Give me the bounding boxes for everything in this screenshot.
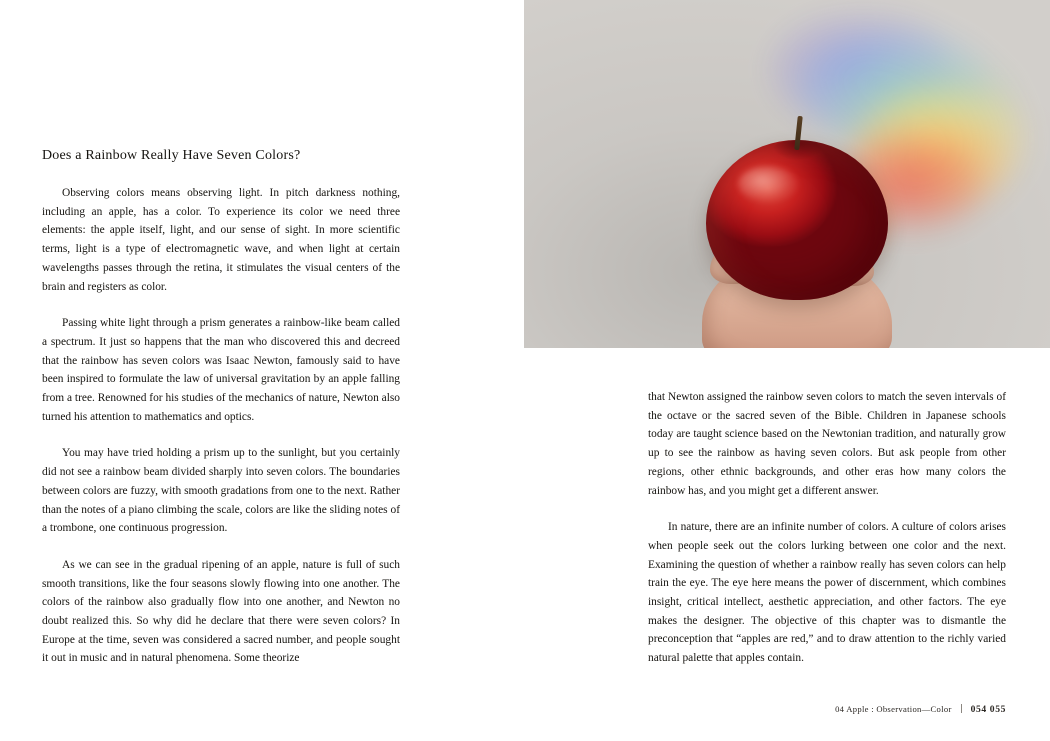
- paragraph: As we can see in the gradual ripening of an apple, nature is full of such smooth transitions, like the four seasons slowly flowing into one another. The colors of the rainbow also gradually flow into one another, and Newton no doubt realized this. So why did he declare that there were seven colors? In Europe at the time, seven was considered a sacred number, and people sought it out in music and in natural phenomena. Some theorize: [42, 558, 400, 665]
- red-apple: [706, 140, 888, 300]
- page-footer: [835, 703, 1006, 715]
- paragraph: You may have tried holding a prism up to the sunlight, but you certainly did not see a rainbow beam divided sharply into seven colors. The boundaries between colors are fuzzy, with smooth gradations from one to the next. Rather than the notes of a piano climbing the scale, colors are like the sliding notes of a trombone, one continuous progression.: [42, 447, 400, 535]
- left-text-column: [42, 146, 400, 668]
- page-title: Does a Rainbow Really Have Seven Colors?: [42, 148, 301, 163]
- apple-highlight: [738, 166, 798, 202]
- footer-chapter-label: 04 Apple : Observation—Color: [835, 704, 952, 714]
- page-number: 054 055: [970, 704, 1006, 715]
- paragraph-continuation: that Newton assigned the rainbow seven colors to match the seven intervals of the octave or the sacred seven of the Bible. Children in Japanese schools today are taught science based on the Newtonian tradition, and naturally grow up to see the rainbow as having seven colors. But ask people from other regions, other ethnic backgrounds, and other eras how many colors the rainbow has, and you might get a different answer.: [648, 391, 1006, 497]
- apple-rainbow-photo: [524, 0, 1050, 348]
- paragraph: Observing colors means observing light. In pitch darkness nothing, including an apple, has a color. To experience its color we need three elements: the apple itself, light, and our sense of sight. In more scientific terms, light is a type of electromagnetic wave, and when light at certain wavelengths passes through the retina, it stimulates the visual centers of the brain and registers as color.: [42, 187, 400, 293]
- paragraph: Passing white light through a prism generates a rainbow-like beam called a spectrum. It just so happens that the man who discovered this and decreed that the rainbow has seven colors was Isaac Newton, famously said to have been inspired to formulate the law of universal gravitation by an apple falling from a tree. Renowned for his studies of the mechanics of nature, Newton also turned his attention to mathematics and optics.: [42, 317, 400, 423]
- right-text-column: [648, 388, 1006, 668]
- footer-divider: [961, 704, 962, 713]
- paragraph: In nature, there are an infinite number of colors. A culture of colors arises when people seek out the colors lurking between one color and the next. Examining the question of whether a rainbow really has seven colors can help train the eye. The eye here means the power of discernment, which combines insight, critical intellect, aesthetic appreciation, and other factors. The eye makes the designer. The objective of this chapter was to dismantle the preconception that “apples are red,” and to draw attention to the richly varied natural palette that apples contain.: [648, 521, 1006, 665]
